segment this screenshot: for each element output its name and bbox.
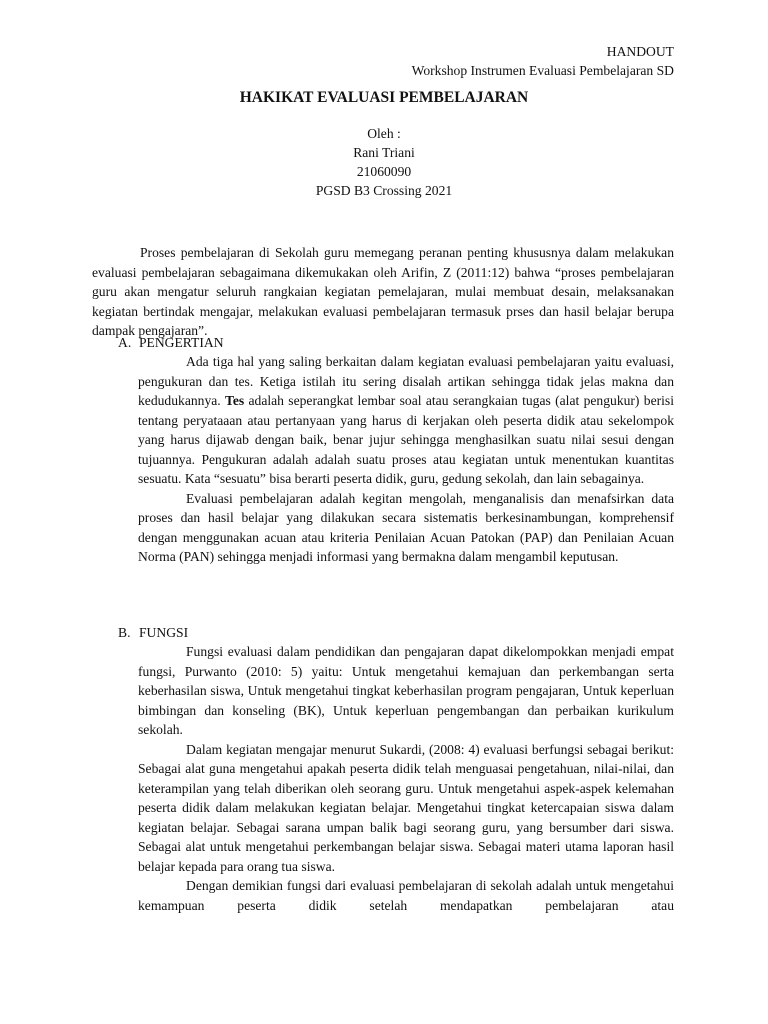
section-a-heading <box>118 333 224 352</box>
workshop-subtitle: Workshop Instrumen Evaluasi Pembelajaran SD <box>411 63 674 78</box>
section-b-title: FUNGSI <box>139 625 189 640</box>
section-b-paragraph-2: Dalam kegiatan mengajar menurut Sukardi, (2008: 4) evaluasi berfungsi sebagai berikut: Sebagai alat guna mengetahui apakah peserta didik telah menguasai pengetahuan, nilai-nilai, dan keterampilan yang telah diberikan oleh seorang guru. Untuk mengetahui aspek-aspek kelemahan peserta didik dalam melakukan kegiatan belajar. Mengetahui tingkat ketercapaian siswa dalam kegiatan belajar. Sebagai sarana umpan balik bagi seorang guru, yang bersumber dari siswa. Sebagai alat untuk mengetahui perkembangan belajar siswa. Sebagai materi utama laporan hasil belajar kepada para orang tua siswa. <box>138 741 674 874</box>
section-a-paragraph-2: Evaluasi pembelajaran adalah kegitan mengolah, menganalisis dan menafsirkan data proses dan hasil belajar yang dilakukan secara sistematis berkesinambungan, komprehensif dengan menggunakan acuan atau kriteria Penilaian Acuan Patokan (PAP) dan Penilaian Acuan Norma (PAN) sehingga menjadi informasi yang bermakna dalam mengambil keputusan. <box>138 490 674 564</box>
intro-paragraph: Proses pembelajaran di Sekolah guru memegang peranan penting khususnya dalam melakukan evaluasi pembelajaran sebagaimana dikemukakan oleh Arifin, Z (2011:12) bahwa “proses pembelajaran guru akan mengatur seluruh rangkaian kegiatan pemelajaran, mulai membuat desain, melaksanakan kegiatan bertindak mengajar, melakukan evaluasi pembelajaran termasuk prses dan hasil belajar berupa dampak pengajaran”. <box>92 245 674 338</box>
section-b-body <box>138 642 674 915</box>
bold-term: Tes <box>225 393 245 408</box>
section-b-paragraph-3: Dengan demikian fungsi dari evaluasi pembelajaran di sekolah adalah untuk mengetahui kemampuan peserta didik setelah mendapatkan pembelajaran atau <box>138 878 674 913</box>
byline-label: Oleh : <box>367 126 401 141</box>
section-a-letter: A. <box>118 335 132 350</box>
section-b-letter: B. <box>118 625 131 640</box>
section-a-title: PENGERTIAN <box>139 335 224 350</box>
author-id: 21060090 <box>356 164 412 179</box>
document-title: HAKIKAT EVALUASI PEMBELAJARAN <box>239 89 529 106</box>
section-b-paragraph-1: Fungsi evaluasi dalam pendidikan dan pengajaran dapat dikelompokkan menjadi empat fungsi, Purwanto (2010: 5) yaitu: Untuk mengetahui kemajuan dan perkembangan serta keberhasilan siswa, Untuk mengetahui tingkat keberhasilan program pengajaran, Untuk keperluan bimbingan dan konseling (BK), Untuk keperluan pengembangan dan perbaikan kurikulum sekolah. <box>138 644 674 737</box>
paragraph-text: Ada tiga hal yang saling berkaitan dalam kegiatan evaluasi pembelajaran yaitu evaluasi, pengukuran dan tes. Ketiga istilah itu sering disalah artikan sehingga tidak jelas makna dan kedudukannya. <box>138 354 674 408</box>
paragraph-text: adalah seperangkat lembar soal atau serangkaian tugas (alat pengukur) berisi tentang peryataaan atau pertanyaan yang harus di kerjakan oleh peserta didik atau sekelompok yang harus dijawab dengan baik, benar jujur sehingga menghasilkan suatu nilai sesui dengan tujuannya. Pengukuran adalah adalah suatu proses atau kegiatan untuk menentukan kuantitas sesuatu. Kata “sesuatu” bisa berarti peserta didik, guru, gedung sekolah, dan lain sebagainya. <box>138 393 674 486</box>
section-a-body <box>138 352 674 567</box>
author-program: PGSD B3 Crossing 2021 <box>315 183 453 198</box>
section-a-paragraph-1 <box>138 352 674 489</box>
author-name: Rani Triani <box>353 145 415 160</box>
section-b-heading <box>118 623 188 642</box>
handout-label: HANDOUT <box>606 44 674 59</box>
